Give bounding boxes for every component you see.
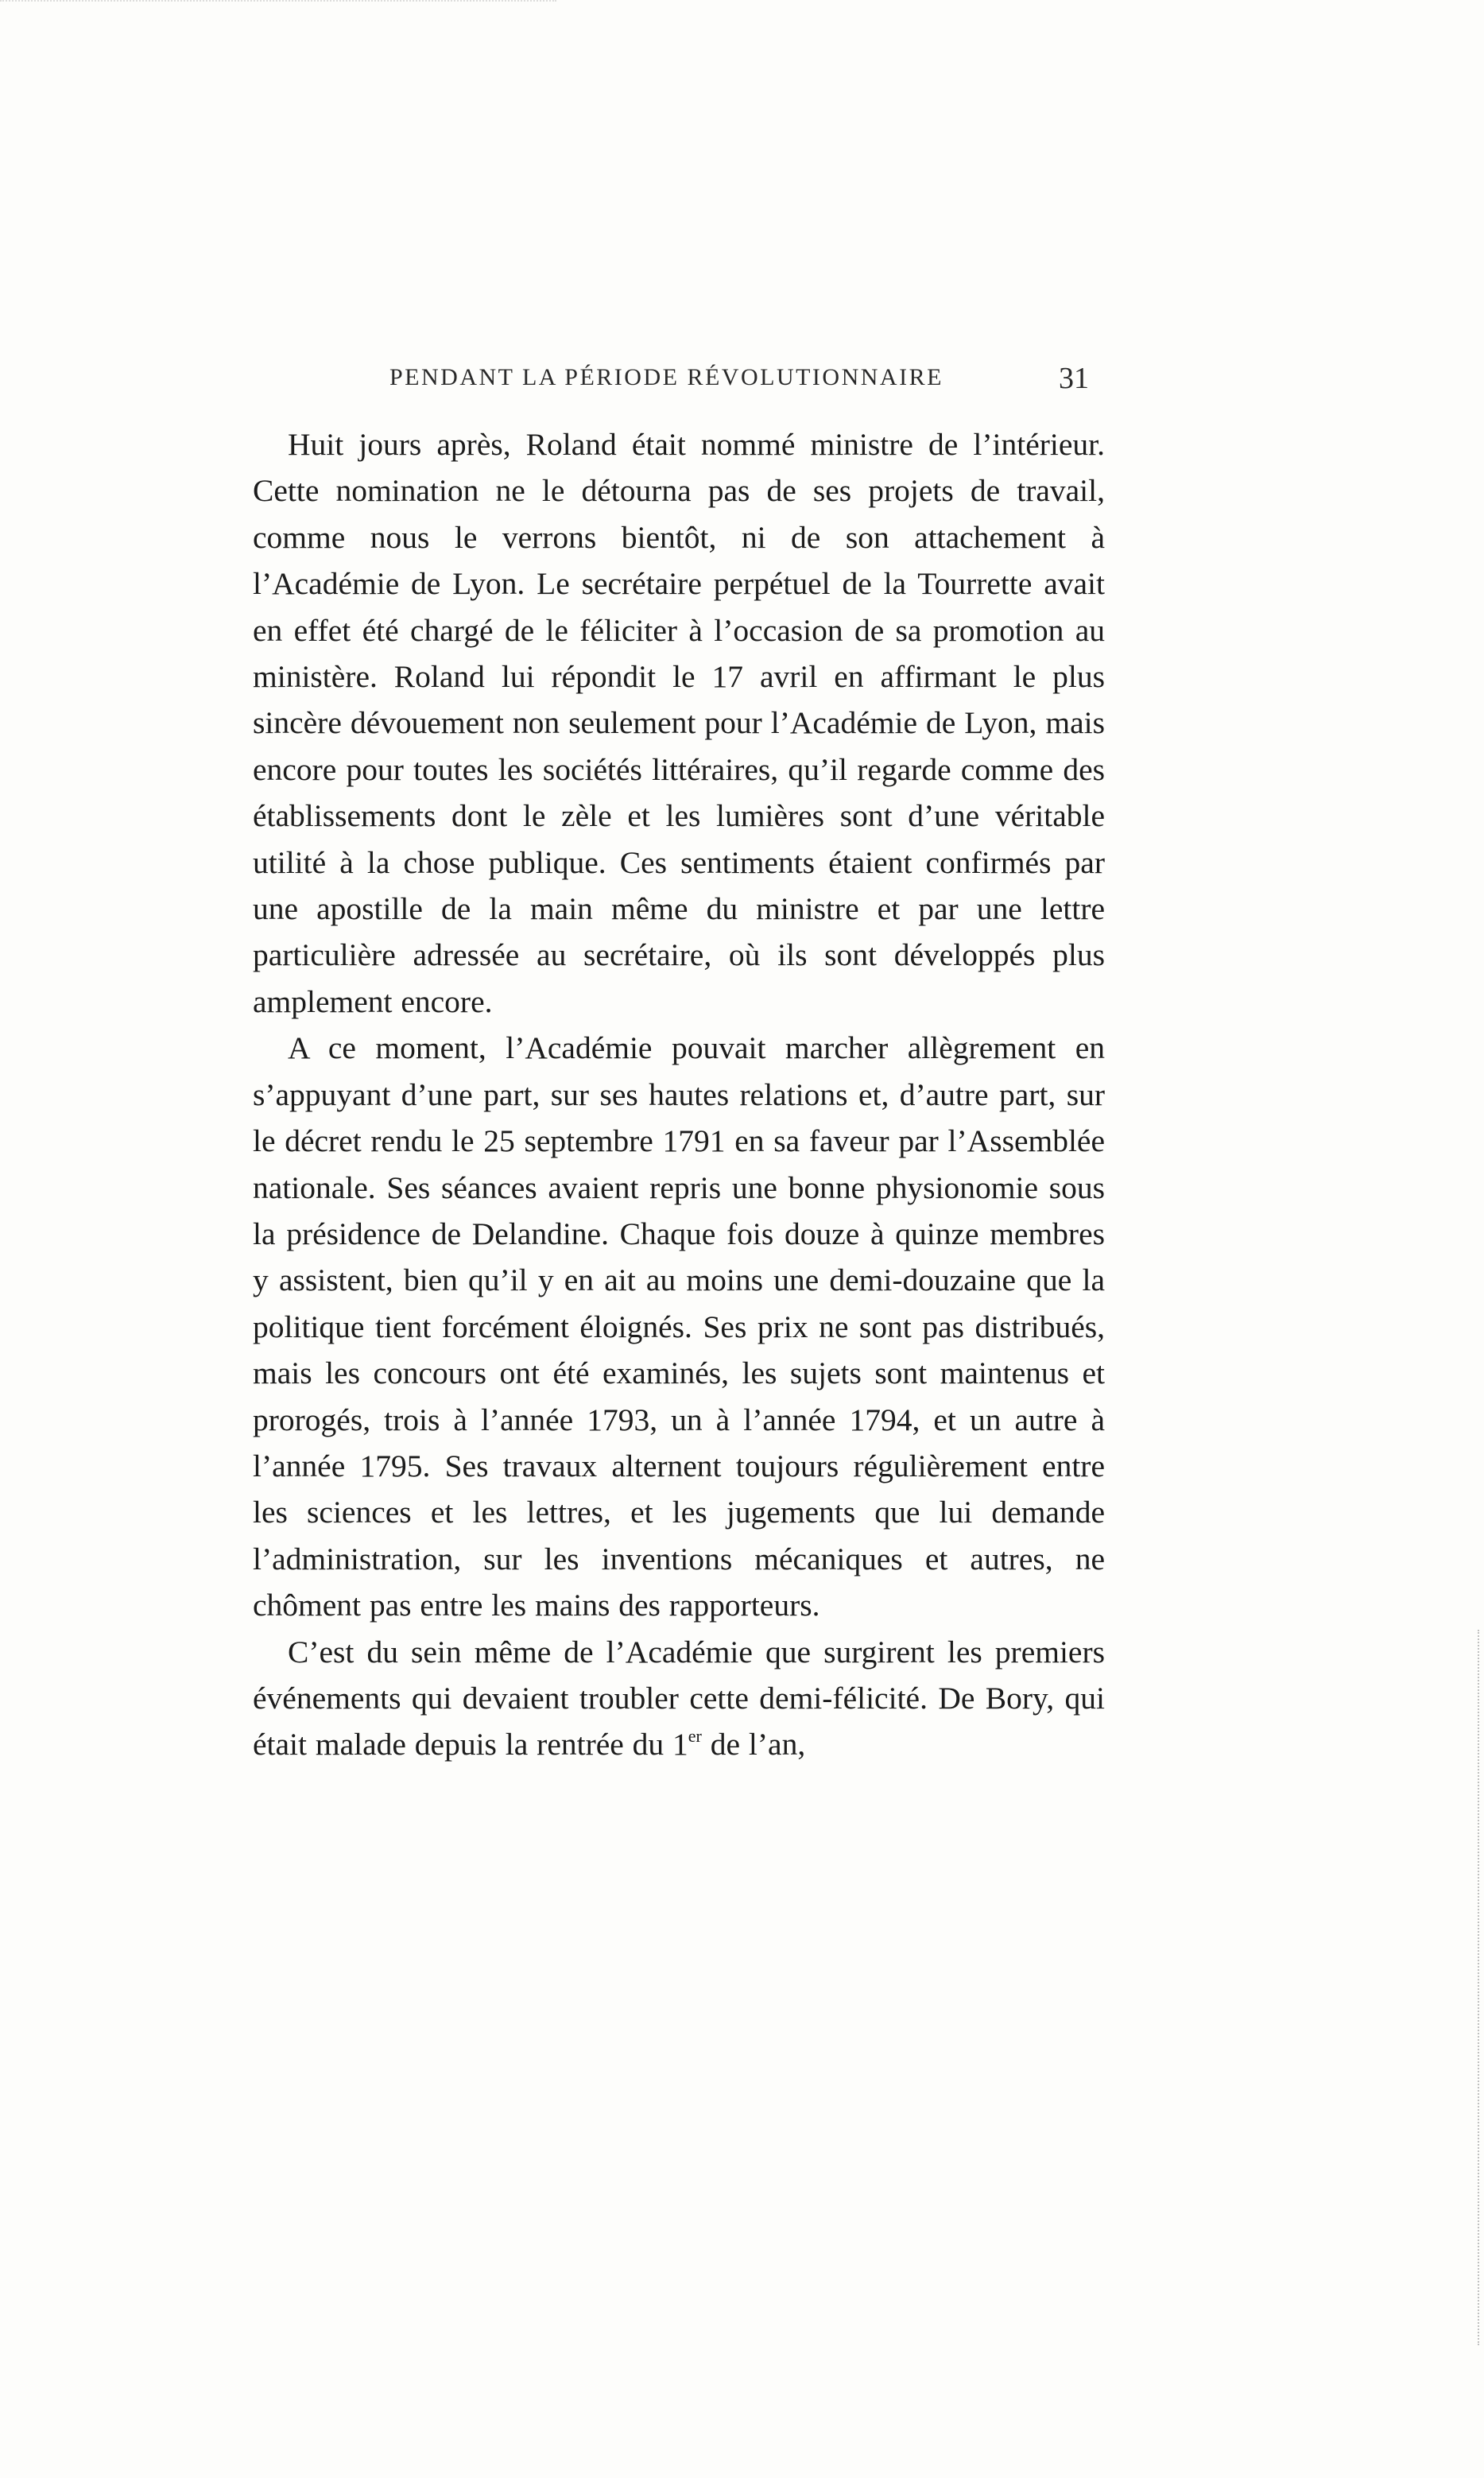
scan-edge-mark [1478, 1630, 1479, 2345]
paragraph-1: Huit jours après, Roland était nommé ministre de l’intérieur. Cette nomination ne le détourna pas de ses projets de travail, comme nous le verrons bientôt, ni de son attachement à l’Académie de Lyon. Le secrétaire perpétuel de la Tourrette avait en effet été chargé de le féliciter à l’occasion de sa promotion au ministère. Roland lui répondit le 17 avril en affirmant le plus sincère dévouement non seulement pour l’Académie de Lyon, mais encore pour toutes les sociétés littéraires, qu’il regarde comme des établissements dont le zèle et les lumières sont d’une véritable utilité à la chose publique. Ces sentiments étaient confirmés par une apostille de la main même du ministre et par une lettre particulière adressée au secrétaire, où ils sont développés plus amplement encore. [253, 427, 1105, 1019]
paragraph-3-text-b: de l’an, [701, 1727, 806, 1763]
page-number: 31 [1059, 362, 1089, 395]
paragraph-3-text-a: C’est du sein même de l’Académie que surgirent les premiers événements qui devaient troubler cette demi-félicité. De Bory, qui était malade depuis la rentrée du 1 [253, 1634, 1105, 1763]
running-head [254, 364, 1097, 404]
body-text [253, 421, 1105, 1768]
paragraph-2: A ce moment, l’Académie pouvait marcher allègrement en s’appuyant d’une part, sur ses hautes relations et, d’autre part, sur le décret rendu le 25 septembre 1791 en sa faveur par l’Assemblée nationale. Ses séances avaient repris une bonne physionomie sous la présidence de Delandine. Chaque fois douze à quinze membres y assistent, bien qu’il y en ait au moins une demi-douzaine que la politique tient forcément éloignés. Ses prix ne sont pas distribués, mais les concours ont été examinés, les sujets sont maintenus et prorogés, trois à l’année 1793, un à l’année 1794, et un autre à l’année 1795. Ses travaux alternent toujours régulièrement entre les sciences et les lettres, et les jugements que lui demande l’administration, sur les inventions mécaniques et autres, ne chôment pas entre les mains des rapporteurs. [253, 1030, 1105, 1623]
running-title: PENDANT LA PÉRIODE RÉVOLUTIONNAIRE [389, 364, 943, 390]
scan-speckle [0, 0, 556, 19]
ordinal-superscript: er [688, 1726, 702, 1747]
paragraph-3 [253, 1629, 1105, 1768]
